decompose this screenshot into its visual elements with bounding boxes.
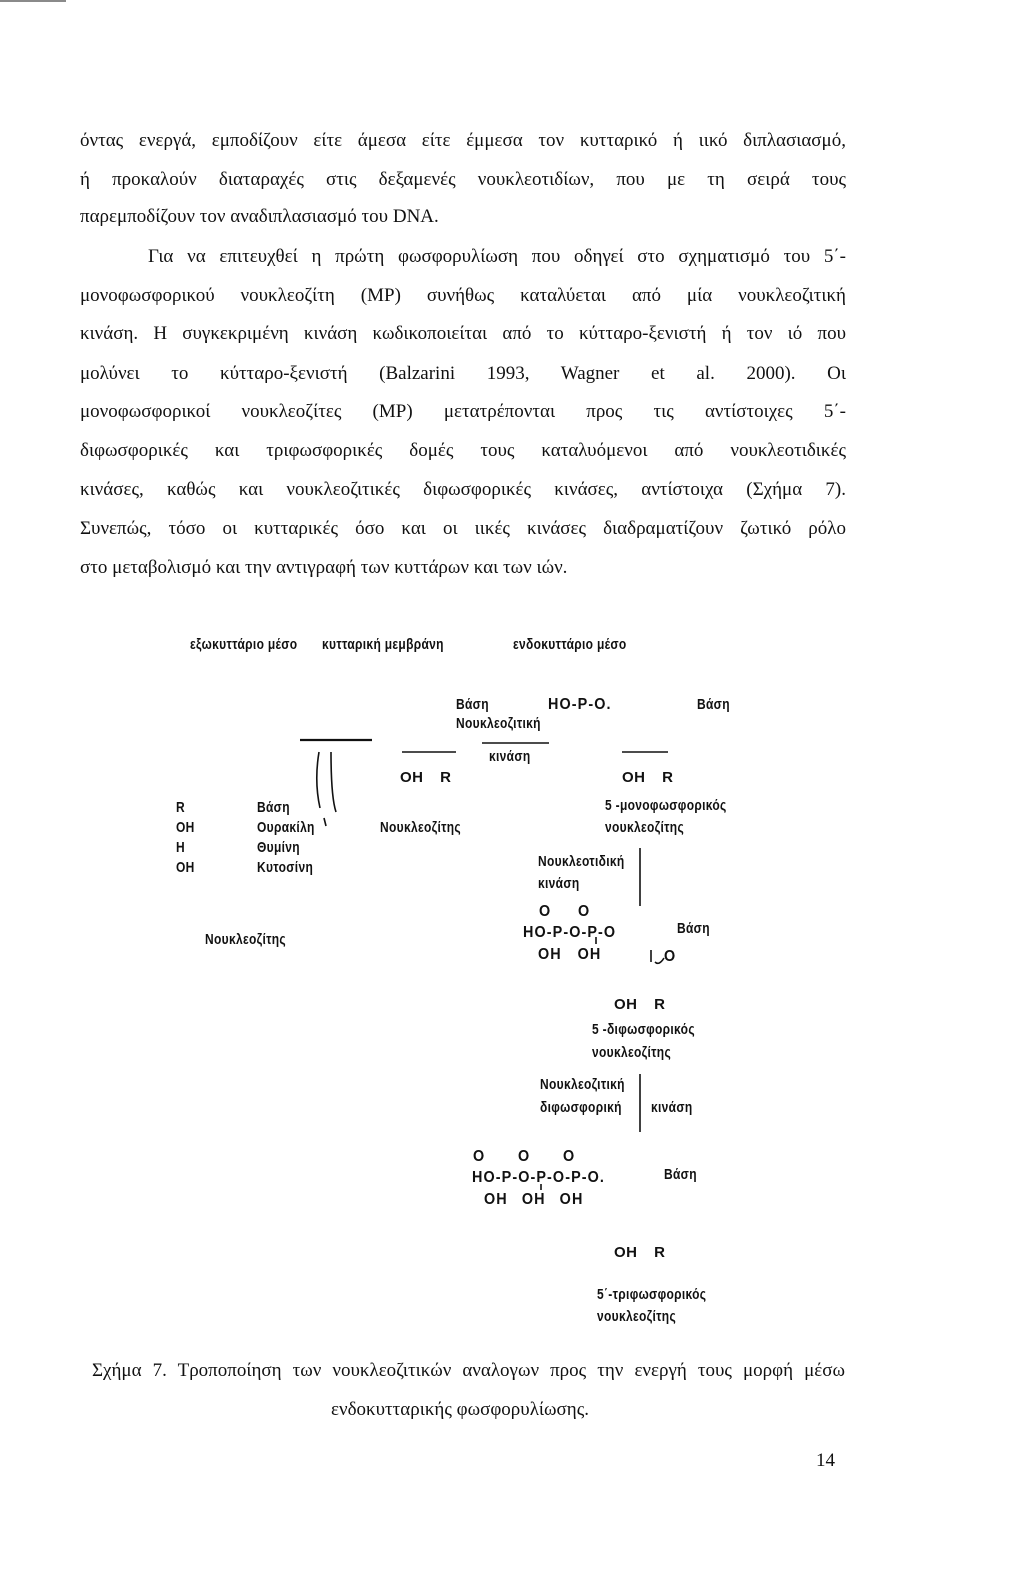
text-line: μονοφωσφορικού νουκλεοζίτη (MP) συνήθως καταλύεται από μία νουκλεοζιτική: [80, 285, 846, 306]
text-line: ή προκαλούν διαταραχές στις δεξαμενές νουκλεοτιδίων, που με τη σειρά τους: [80, 169, 846, 190]
step3-product-label-line1: 5΄-τριφωσφορικός: [597, 1286, 707, 1303]
text-line: κινάσες, καθώς και νουκλεοζιτικές διφωσφορικές κινάσες, αντίστοιχα (Σχήμα 7).: [80, 479, 846, 500]
text-line: Συνεπώς, τόσο οι κυτταρικές όσο και οι ιικές κινάσες διαδραματίζουν ζωτικό ρόλο: [80, 518, 846, 539]
step1-product-sugar: OH R: [622, 769, 674, 786]
scan-edge-mark: [0, 0, 66, 2]
figure-caption: [92, 1359, 845, 1383]
step1-substrate-sugar: OH R: [400, 769, 452, 786]
key-r-cell: OH: [176, 859, 195, 876]
step1-product-base: Βάση: [697, 696, 730, 713]
step3-oxygen: O: [473, 1148, 486, 1165]
figure-caption-label: Σχήμα 7.: [92, 1360, 167, 1381]
text-line: όντας ενεργά, εμποδίζουν είτε άμεσα είτε έμμεσα τον κυτταρικό ή ιικό διπλασιασμό,: [80, 130, 846, 151]
step1-substrate-label: Νουκλεοζίτης: [380, 819, 461, 836]
key-r-cell: R: [176, 799, 185, 816]
page-number: 14: [816, 1450, 835, 1471]
step2-oxygen: O: [578, 903, 591, 920]
membrane-wall-right: [331, 752, 336, 812]
step3-phosphate-chain: HO-P-O-P-O-P-O.: [472, 1169, 605, 1186]
text-line: στο μεταβολισμό και την αντιγραφή των κυττάρων και των ιών.: [80, 557, 568, 578]
step2-ring-oxygen: O: [664, 948, 677, 965]
text-line: μονοφωσφορικοί νουκλεοζίτες (MP) μετατρέπονται προς τις αντίστοιχες 5΄-: [80, 401, 846, 422]
step2-base: Βάση: [677, 920, 710, 937]
step1-phosphate-donor: HO-P-O.: [548, 696, 612, 713]
step2-sugar: OH R: [614, 996, 666, 1013]
step2-enzyme-line2: κινάση: [538, 875, 580, 892]
step2-ring-curve: [655, 958, 664, 963]
step1-enzyme-line1: Νουκλεοζιτική: [456, 715, 541, 732]
key-base-cell: Κυτοσίνη: [257, 859, 314, 876]
membrane-wall-mark: [324, 818, 326, 826]
step3-oxygen: O: [563, 1148, 576, 1165]
text-line: διφωσφορικές και τριφωσφορικές δομές τους καταλυόμενοι από νουκλεοτιδικές: [80, 440, 846, 461]
header-extracellular: εξωκυττάριο μέσο: [190, 636, 298, 653]
step3-product-label-line2: νουκλεοζίτης: [597, 1308, 677, 1325]
key-r-cell: H: [176, 839, 185, 856]
key-base-cell: Βάση: [257, 799, 290, 816]
step3-base: Βάση: [664, 1166, 697, 1183]
step3-sugar: OH R: [614, 1244, 666, 1261]
text-line: μολύνει το κύτταρο-ξενιστή (Balzarini 1993, Wagner et al. 2000). Οι: [80, 363, 846, 384]
step2-hydroxyls: OH OH: [538, 946, 602, 963]
text-line: παρεμποδίζουν τον αναδιπλασιασμό του DNA.: [80, 206, 439, 227]
figure-caption-text: Τροποποίηση των νουκλεοζιτικών αναλογων προς την ενεργή τους μορφή μέσω: [177, 1360, 845, 1381]
key-base-cell: Θυμίνη: [257, 839, 300, 856]
header-intracellular: ενδοκυττάριο μέσο: [513, 636, 627, 653]
step2-phosphate-chain: HO-P-O-P-O: [523, 924, 617, 941]
step2-enzyme-line1: Νουκλεοτιδική: [538, 853, 625, 870]
key-r-cell: OH: [176, 819, 195, 836]
step1-substrate-base: Βάση: [456, 696, 489, 713]
step2-product-label-line2: νουκλεοζίτης: [592, 1044, 672, 1061]
figure-caption-line2: ενδοκυτταρικής φωσφορυλίωσης.: [331, 1399, 589, 1420]
step3-enzyme-line3: κινάση: [651, 1099, 693, 1116]
step2-product-label-line1: 5 -διφωσφορικός: [592, 1021, 695, 1038]
step3-oxygen: O: [518, 1148, 531, 1165]
step1-product-label-line2: νουκλεοζίτης: [605, 819, 685, 836]
key-nucleoside-label: Νουκλεοζίτης: [205, 931, 286, 948]
key-base-cell: Ουρακίλη: [257, 819, 315, 836]
step1-product-label-line1: 5 -μονοφωσφορικός: [605, 797, 727, 814]
step3-enzyme-line1: Νουκλεοζιτική: [540, 1076, 625, 1093]
text-line: Για να επιτευχθεί η πρώτη φωσφορυλίωση που οδηγεί στο σχηματισμό του 5΄-: [148, 246, 846, 267]
membrane-wall-left: [317, 752, 320, 808]
text-line: κινάση. Η συγκεκριμένη κινάση κωδικοποιείται από το κύτταρο-ξενιστή ή τον ιό που: [80, 323, 846, 344]
step3-enzyme-line2: διφωσφορική: [540, 1099, 622, 1116]
step2-oxygen: O: [539, 903, 552, 920]
step3-hydroxyls: OH OH OH: [484, 1191, 584, 1208]
step1-enzyme-line2: κινάση: [489, 748, 531, 765]
header-membrane: κυτταρική μεμβράνη: [322, 636, 444, 653]
